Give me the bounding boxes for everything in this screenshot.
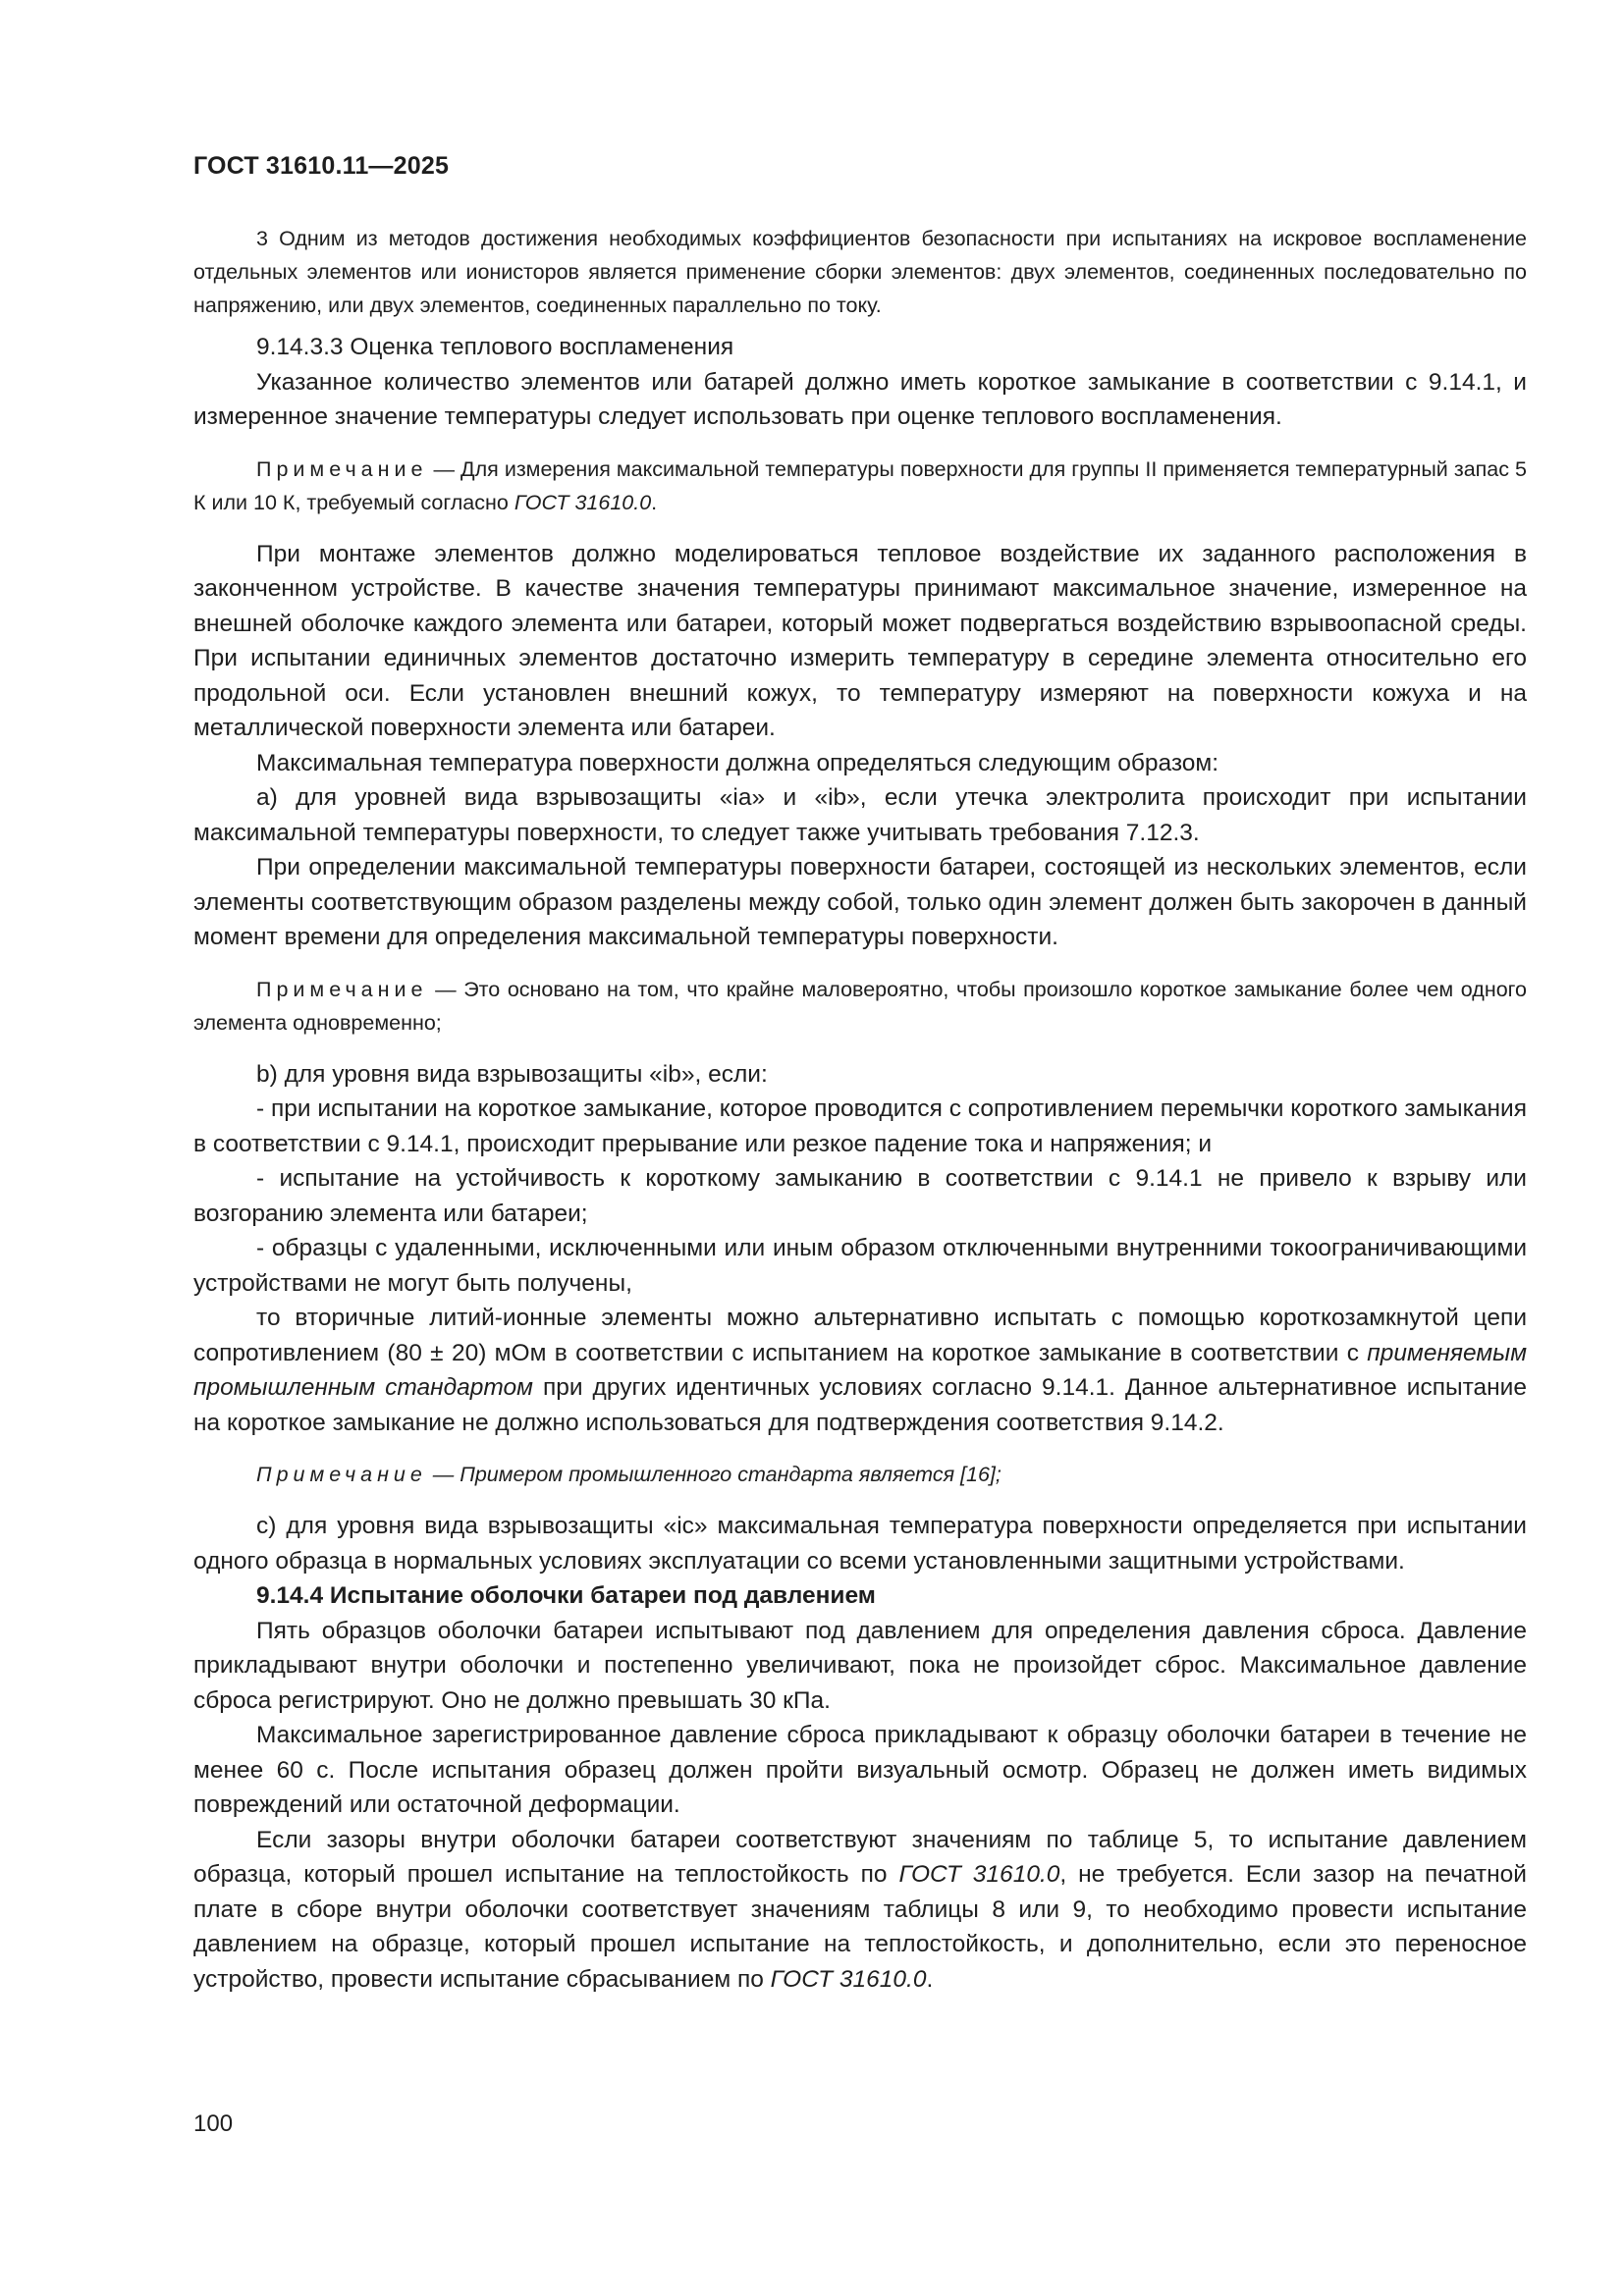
text: Если зазоры внутри оболочки батареи соответствуют значениям по таблице 5, то испытание давлением образца, который прошел испытание на теплостойкость по xyxy=(193,1826,1527,1888)
section-9-14-4-title: 9.14.4 Испытание оболочки батареи под давлением xyxy=(256,1582,876,1609)
sub-item: - при испытании на короткое замыкание, которое проводится с сопротивлением перемычки короткого замыкания в соответствии с 9.14.1, происходит прерывание или резкое падение тока и напряжения; и xyxy=(193,1095,1527,1157)
paragraph xyxy=(193,1823,1527,1998)
note-text: — Это основано на том, что крайне маловероятно, чтобы произошло короткое замыкание более чем одного элемента одновременно; xyxy=(193,977,1527,1035)
note-label: Примечание xyxy=(256,1463,427,1486)
page-number: 100 xyxy=(193,2110,234,2137)
note-industrial-standard xyxy=(193,1458,1527,1491)
sub-item: - испытание на устойчивость к короткому замыканию в соответствии с 9.14.1 не привело к взрыву или возгоранию элемента или батареи; xyxy=(193,1165,1527,1227)
note-short-circuit xyxy=(193,973,1527,1040)
standard-reference: ГОСТ 31610.0 xyxy=(514,490,652,514)
paragraph: При монтаже элементов должно моделироваться тепловое воздействие их заданного расположения в законченном устройстве. В качестве значения температуры принимают максимальное значение, измеренное на внешней оболочке каждого элемента или батареи, который может подвергаться воздействию взрывоопасной среды. При испытании единичных элементов достаточно измерить температуру в середине элемента относительно его продольной оси. Если установлен внешний кожух, то температуру измеряют на поверхности кожуха и на металлической поверхности элемента или батареи. xyxy=(193,540,1527,741)
note-text: — Для измерения максимальной температуры поверхности для группы II применяется температурный запас 5 К или 10 К, требуемый согласно xyxy=(193,456,1527,514)
text: то вторичные литий-ионные элементы можно альтернативно испытать с помощью короткозамкнутой цепи сопротивлением (80 ± 20) мОм в соответствии с испытанием на короткое замыкание в соответствии с xyxy=(193,1305,1527,1366)
paragraph: Пять образцов оболочки батареи испытывают под давлением для определения давления сброса. Давление прикладывают внутри оболочки и постепенно увеличивают, пока не произойдет сброс. Максимальное давление сброса регистрируют. Оно не должно превышать 30 кПа. xyxy=(193,1617,1527,1714)
industrial-standard-term: применяемым промышленным стандартом xyxy=(193,1339,1527,1401)
paragraph xyxy=(193,1301,1527,1440)
standard-reference: ГОСТ 31610.0 xyxy=(770,1965,927,1993)
text: . xyxy=(926,1965,934,1993)
sub-item: - образцы с удаленными, исключенными или иным образом отключенными внутренними токоограничивающими устройствами не могут быть получены, xyxy=(193,1235,1527,1297)
page-content xyxy=(193,222,1527,1997)
note-end: . xyxy=(651,490,658,514)
text: , не требуется. Если зазор на печатной плате в сборе внутри оболочки соответствует значениям таблицы 8 или 9, то необходимо провести испытание давлением на образце, который прошел испытание на теплостойкость, и дополнительно, если это переносное устройство, провести испытание сбрасыванием по xyxy=(193,1861,1527,1993)
standard-reference: ГОСТ 31610.0 xyxy=(898,1861,1060,1888)
note-text: — Примером промышленного стандарта является [16]; xyxy=(426,1463,1001,1486)
list-item-b: b) для уровня вида взрывозащиты «ib», если: xyxy=(256,1060,768,1088)
text: при других идентичных условиях согласно 9.14.1. Данное альтернативное испытание на короткое замыкание не должно использоваться для подтверждения соответствия 9.14.2. xyxy=(193,1374,1527,1436)
paragraph: Максимальная температура поверхности должна определяться следующим образом: xyxy=(256,749,1219,776)
paragraph: Максимальное зарегистрированное давление сброса прикладывают к образцу оболочки батареи в течение не менее 60 с. После испытания образец должен пройти визуальный осмотр. Образец не должен иметь видимых повреждений или остаточной деформации. xyxy=(193,1722,1527,1818)
note-3: 3 Одним из методов достижения необходимых коэффициентов безопасности при испытаниях на искровое воспламенение отдельных элементов или ионисторов является применение сборки элементов: двух элементов, соединенных последовательно по напряжению, или двух элементов, соединенных параллельно по току. xyxy=(193,227,1527,317)
paragraph: Указанное количество элементов или батарей должно иметь короткое замыкание в соответствии с 9.14.1, и измеренное значение температуры следует использовать при оценке теплового воспламенения. xyxy=(193,368,1527,430)
note-temperature-margin xyxy=(193,453,1527,519)
list-item-c: c) для уровня вида взрывозащиты «ic» максимальная температура поверхности определяется при испытании одного образца в нормальных условиях эксплуатации со всеми установленными защитными устройствами. xyxy=(193,1513,1527,1575)
section-9-14-3-3-title: 9.14.3.3 Оценка теплового воспламенения xyxy=(256,334,734,360)
list-item-a: a) для уровней вида взрывозащиты «ia» и «ib», если утечка электролита происходит при испытании максимальной температуры поверхности, то следует также учитывать требования 7.12.3. xyxy=(193,784,1527,846)
note-label: Примечание xyxy=(256,977,428,1001)
paragraph: При определении максимальной температуры поверхности батареи, состоящей из нескольких элементов, если элементы соответствующим образом разделены между собой, только один элемент должен быть закорочен в данный момент времени для определения максимальной температуры поверхности. xyxy=(193,854,1527,950)
document-code-header: ГОСТ 31610.11—2025 xyxy=(193,152,450,180)
note-label: Примечание xyxy=(256,456,428,481)
